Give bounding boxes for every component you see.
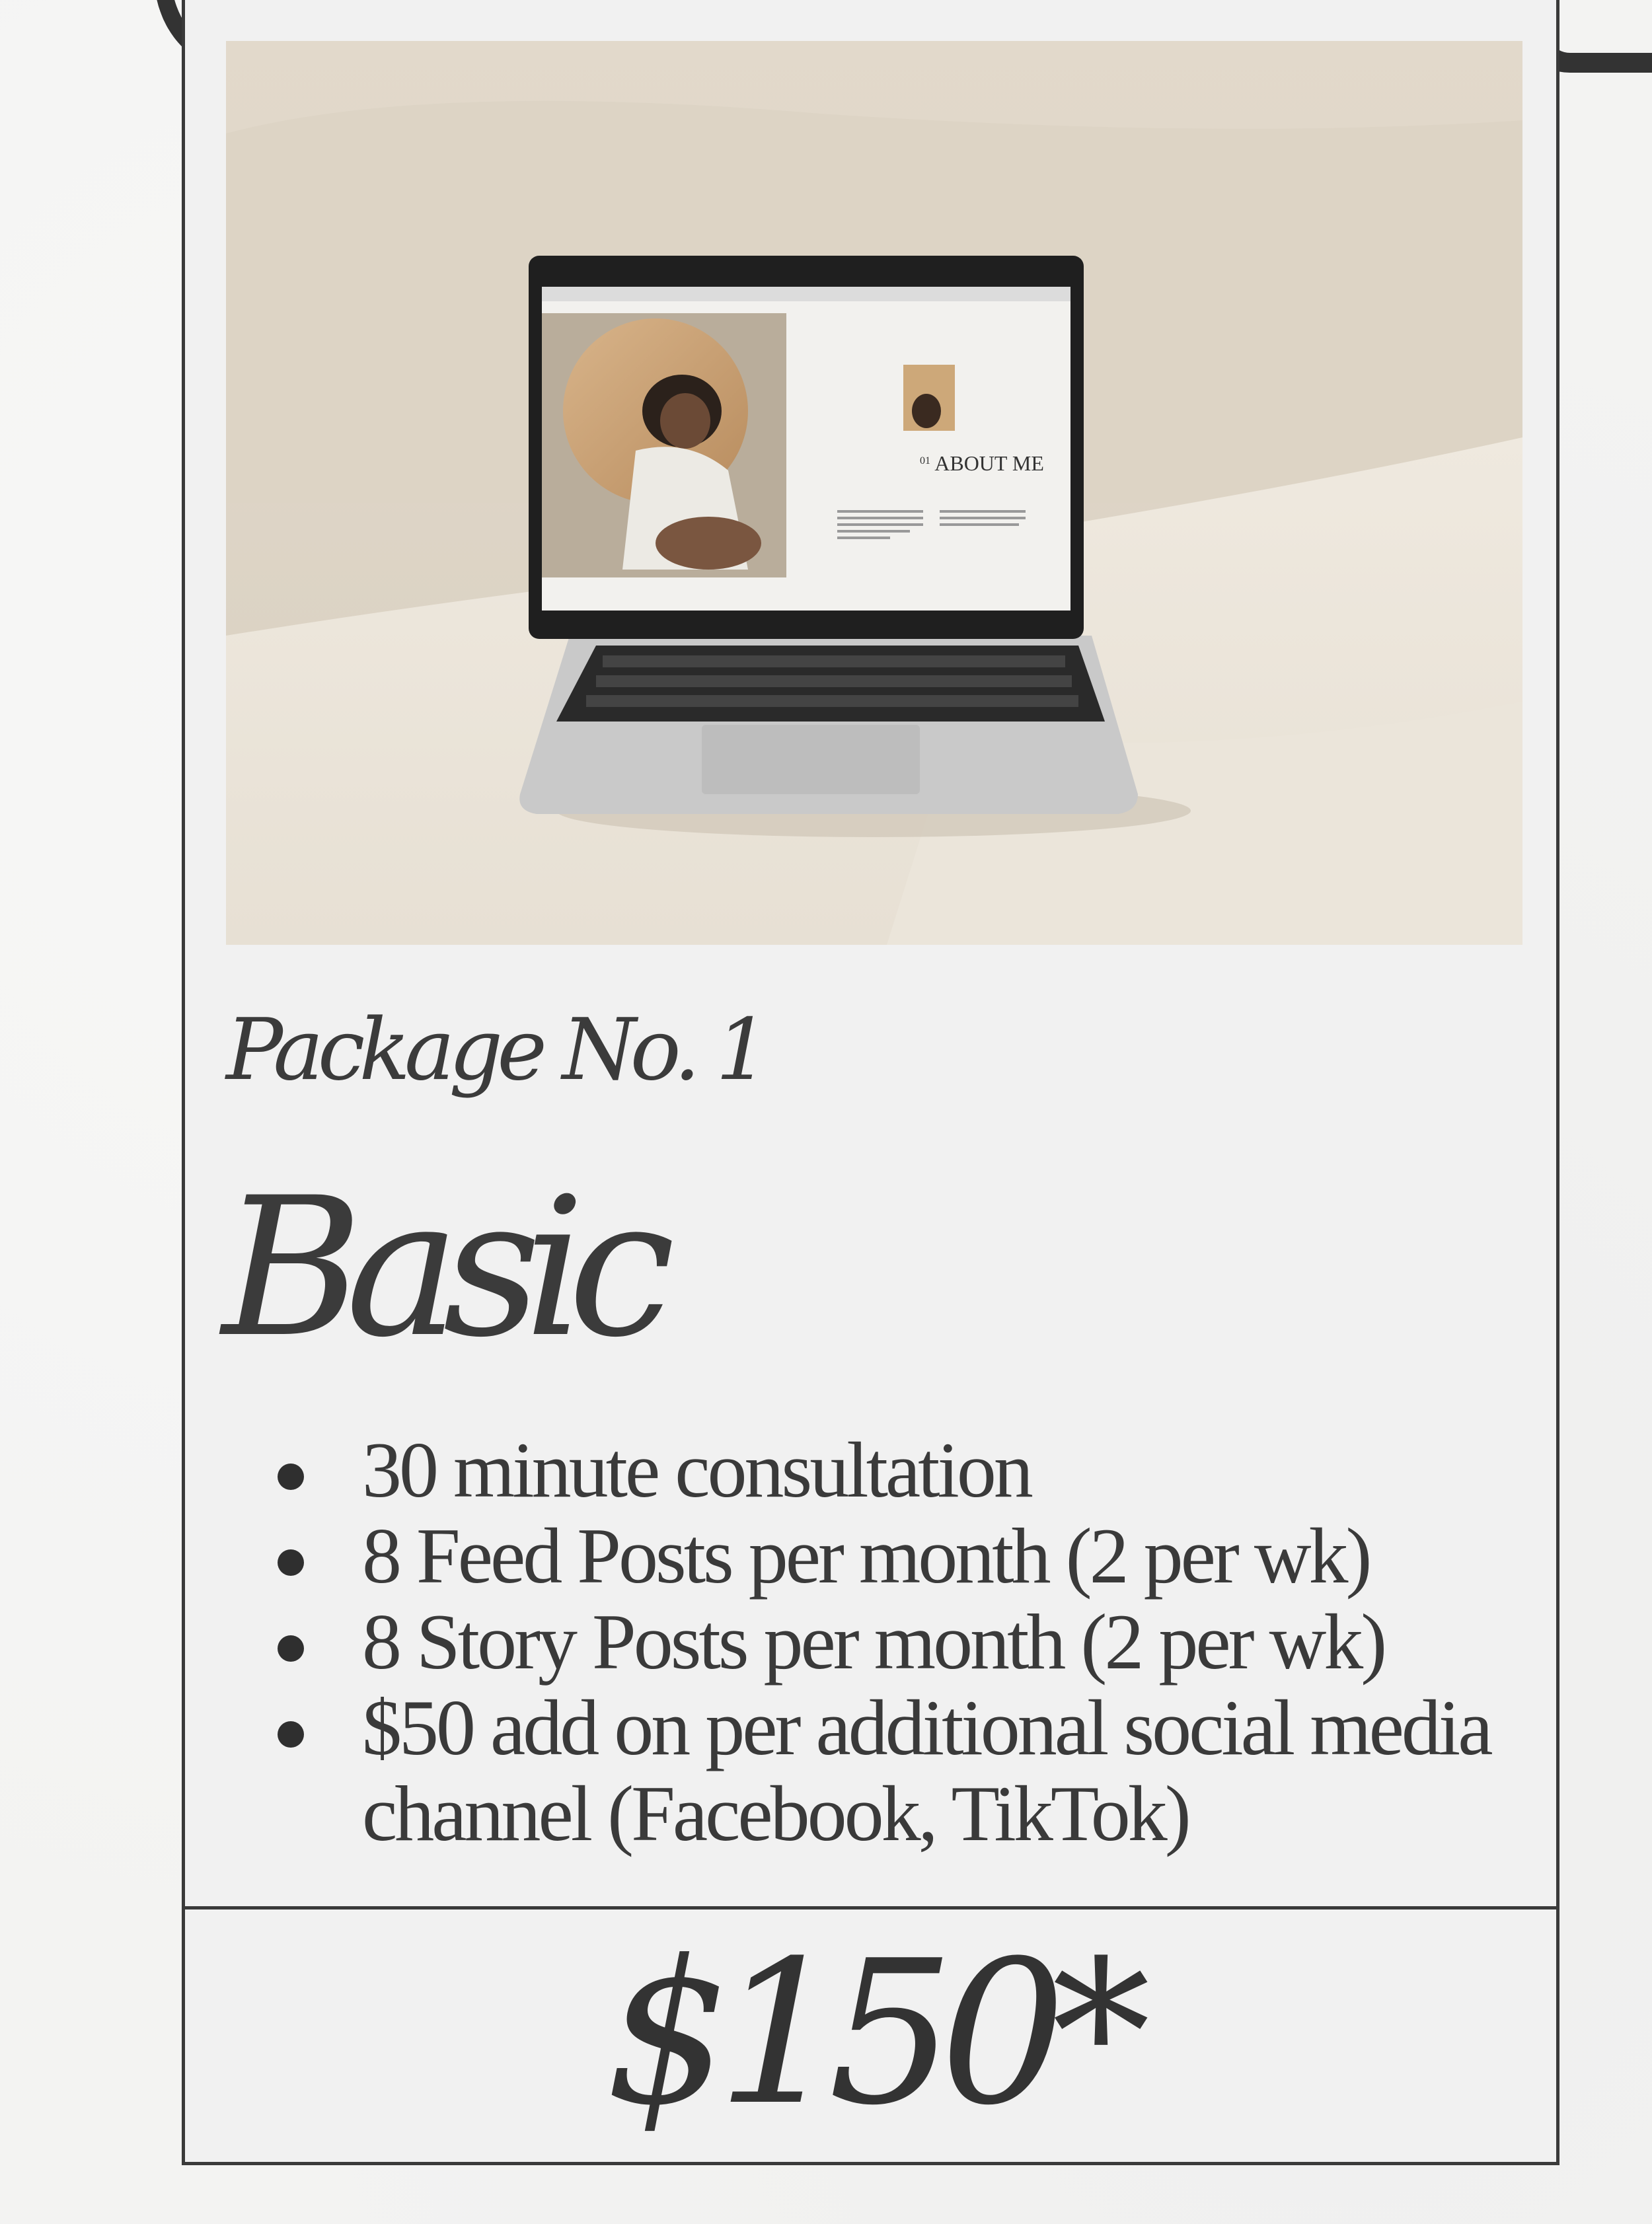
bullet-icon xyxy=(278,1635,304,1662)
list-item xyxy=(278,1427,1533,1513)
bullet-icon xyxy=(278,1549,304,1576)
feature-text: 8 Story Posts per month (2 per wk) xyxy=(362,1598,1385,1686)
bullet-icon xyxy=(278,1721,304,1748)
laptop-photo xyxy=(226,41,1522,945)
bullet-icon xyxy=(278,1464,304,1490)
list-item xyxy=(278,1513,1533,1599)
package-card xyxy=(182,0,1559,2165)
screen-heading: ABOUT ME xyxy=(934,451,1044,475)
feature-text: 8 Feed Posts per month (2 per wk) xyxy=(362,1512,1370,1600)
feature-text: 30 minute consultation xyxy=(362,1426,1031,1514)
laptop-on-sofa-image xyxy=(226,41,1522,945)
package-title: Basic xyxy=(222,1157,658,1380)
package-price: $150* xyxy=(605,1918,1137,2149)
feature-list xyxy=(278,1427,1533,1857)
screen-heading-index: 01 xyxy=(920,455,930,466)
feature-text: $50 add on per additional social media channel (Facebook, TikTok) xyxy=(362,1684,1491,1857)
list-item xyxy=(278,1685,1533,1857)
price-divider xyxy=(185,1906,1556,1909)
package-number: Package No. 1 xyxy=(226,1001,764,1099)
list-item xyxy=(278,1599,1533,1685)
